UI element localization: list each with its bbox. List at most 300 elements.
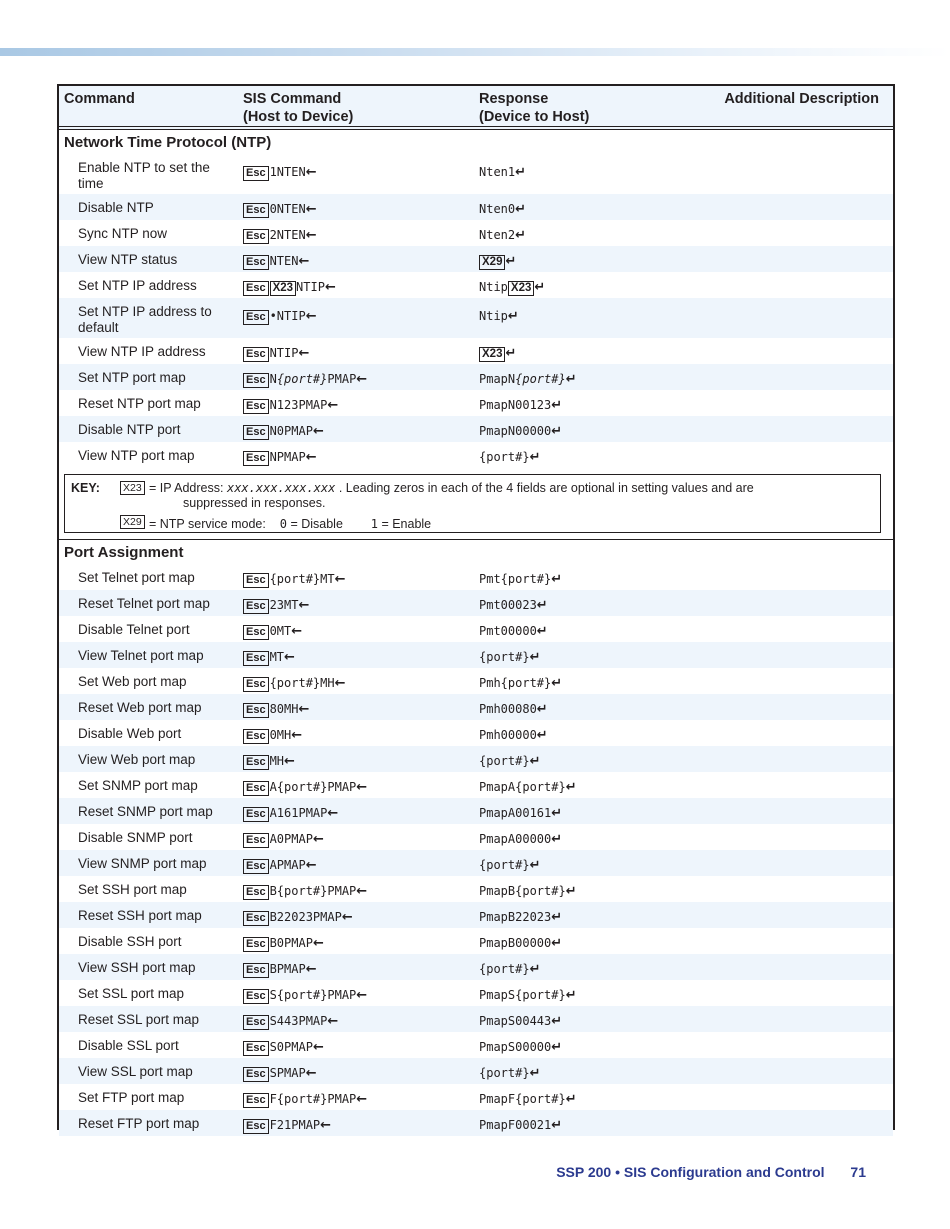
sis-prefix: N	[269, 372, 277, 386]
section-title-port: Port Assignment	[64, 544, 184, 561]
sis-text: S0PMAP	[269, 1040, 313, 1054]
sis-text: 23MT	[269, 598, 299, 612]
page-footer	[556, 1164, 866, 1180]
return-icon: ↵	[565, 884, 577, 899]
response	[479, 909, 562, 926]
sis-text: NTEN	[269, 254, 299, 268]
esc-key-icon: Esc	[243, 807, 269, 822]
table-row	[59, 364, 893, 390]
esc-key-icon: Esc	[243, 859, 269, 874]
table-row	[59, 442, 893, 468]
sis-command	[243, 345, 309, 362]
left-arrow-icon: ←	[284, 754, 295, 769]
header-command: Command	[64, 91, 135, 107]
left-arrow-icon: ←	[324, 280, 336, 295]
table-header	[59, 86, 893, 130]
response	[479, 701, 548, 718]
table-row	[59, 876, 893, 902]
esc-key-icon: Esc	[243, 625, 269, 640]
table-row	[59, 980, 893, 1006]
header-additional-description: Additional Description	[724, 91, 879, 107]
sis-text: F21PMAP	[269, 1118, 321, 1132]
return-icon: ↵	[529, 1066, 541, 1081]
left-arrow-icon: ←	[305, 165, 317, 180]
left-arrow-icon: ←	[312, 1040, 324, 1055]
header-gradient-bar	[0, 48, 950, 56]
command-label: Disable SNMP port	[78, 830, 193, 845]
response-text: PmapS00443	[479, 1014, 552, 1028]
sis-command	[243, 201, 317, 218]
response-text: {port#}	[479, 450, 530, 464]
return-icon: ↵	[529, 754, 541, 769]
table-row	[59, 694, 893, 720]
variable-box: X23	[479, 347, 505, 362]
sis-command	[243, 935, 324, 952]
table-row	[59, 1084, 893, 1110]
table-row	[59, 1058, 893, 1084]
response-text: Pmt00000	[479, 624, 537, 638]
left-arrow-icon: ←	[356, 1092, 368, 1107]
table-row	[59, 338, 893, 364]
response	[479, 727, 548, 744]
table-row	[59, 1032, 893, 1058]
sis-command	[243, 227, 317, 244]
table-row	[59, 416, 893, 442]
esc-key-icon: Esc	[243, 963, 269, 978]
left-arrow-icon: ←	[298, 254, 310, 269]
esc-key-icon: Esc	[243, 729, 269, 744]
return-icon: ↵	[551, 398, 563, 413]
command-label: Disable SSL port	[78, 1038, 179, 1053]
command-label: View SNMP port map	[78, 856, 207, 871]
response	[479, 935, 562, 952]
table-row	[59, 954, 893, 980]
sis-command	[243, 779, 367, 796]
sis-text: {port#}MH	[269, 676, 335, 690]
esc-key-icon: Esc	[243, 1015, 269, 1030]
response-text: {port#}	[479, 754, 530, 768]
key-x29-text: = NTP service mode:	[149, 517, 266, 531]
esc-key-icon: Esc	[243, 911, 269, 926]
command-label: View Telnet port map	[78, 648, 204, 663]
left-arrow-icon: ←	[341, 910, 353, 925]
sis-text: SPMAP	[269, 1066, 306, 1080]
command-label: View NTP status	[78, 252, 178, 267]
response-text: Pmt{port#}	[479, 572, 552, 586]
response	[479, 675, 562, 692]
left-arrow-icon: ←	[305, 228, 317, 243]
return-icon: ↵	[515, 202, 527, 217]
command-label: Set Telnet port map	[78, 570, 195, 585]
left-arrow-icon: ←	[291, 728, 303, 743]
left-arrow-icon: ←	[305, 1066, 317, 1081]
esc-key-icon: Esc	[243, 1093, 269, 1108]
command-label: Enable NTP to set the time	[78, 160, 210, 191]
sis-command	[243, 909, 353, 926]
sis-command	[243, 597, 309, 614]
response-text: {port#}	[479, 1066, 530, 1080]
return-icon: ↵	[551, 1040, 563, 1055]
return-icon: ↵	[551, 424, 563, 439]
table-row	[59, 390, 893, 416]
esc-key-icon: Esc	[243, 677, 269, 692]
response-text: PmapA00000	[479, 832, 552, 846]
esc-key-icon: Esc	[243, 451, 269, 466]
left-arrow-icon: ←	[312, 424, 324, 439]
response-text: PmapB{port#}	[479, 884, 566, 898]
sis-text: A161PMAP	[269, 806, 328, 820]
command-label: Disable NTP port	[78, 422, 181, 437]
response	[479, 1039, 562, 1056]
table-row	[59, 668, 893, 694]
esc-key-icon: Esc	[243, 373, 269, 388]
return-icon: ↵	[529, 450, 541, 465]
sis-text: B22023PMAP	[269, 910, 342, 924]
return-icon: ↵	[565, 988, 577, 1003]
esc-key-icon: Esc	[243, 781, 269, 796]
sis-text: B{port#}PMAP	[269, 884, 357, 898]
key-x23-box: X23	[120, 481, 145, 495]
left-arrow-icon: ←	[320, 1118, 332, 1133]
response-text: {port#}	[479, 962, 530, 976]
sis-text: NPMAP	[269, 450, 306, 464]
response-text: Pmh00080	[479, 702, 537, 716]
esc-key-icon: Esc	[243, 255, 269, 270]
response-text: PmapS00000	[479, 1040, 552, 1054]
table-row	[59, 1110, 893, 1136]
return-icon: ↵	[565, 780, 577, 795]
table-row	[59, 746, 893, 772]
response-text: Pmh{port#}	[479, 676, 552, 690]
response	[479, 345, 516, 362]
return-icon: ↵	[565, 372, 577, 387]
response	[479, 1065, 540, 1082]
return-icon: ↵	[507, 309, 519, 324]
response	[479, 1013, 562, 1030]
key-label: KEY:	[71, 481, 100, 495]
response	[479, 164, 526, 181]
command-label: View SSH port map	[78, 960, 196, 975]
response	[479, 649, 540, 666]
header-sis-line1: SIS Command	[243, 91, 342, 107]
sis-command-table	[57, 84, 895, 1133]
key-x23-text: = IP Address:	[149, 481, 224, 495]
sis-text: B0PMAP	[269, 936, 313, 950]
key-x29-v1: 1	[370, 517, 378, 531]
sis-text: {port#}MT	[269, 572, 335, 586]
esc-key-icon: Esc	[243, 937, 269, 952]
sis-text: NTIP	[296, 280, 325, 294]
sis-command	[243, 164, 317, 181]
esc-key-icon: Esc	[243, 833, 269, 848]
command-label: Reset FTP port map	[78, 1116, 200, 1131]
sis-text: MT	[269, 650, 285, 664]
table-row	[59, 246, 893, 272]
return-icon: ↵	[551, 676, 563, 691]
response	[479, 1091, 577, 1108]
sis-command	[243, 675, 346, 692]
response-text: {port#}	[479, 858, 530, 872]
response	[479, 779, 577, 796]
esc-key-icon: Esc	[243, 310, 269, 325]
header-response-line2: (Device to Host)	[479, 109, 590, 125]
left-arrow-icon: ←	[334, 676, 346, 691]
response	[479, 423, 562, 440]
left-arrow-icon: ←	[305, 858, 317, 873]
sis-command	[243, 961, 317, 978]
response-text: Pmh00000	[479, 728, 537, 742]
left-arrow-icon: ←	[284, 650, 295, 665]
table-row	[59, 298, 893, 338]
left-arrow-icon: ←	[298, 598, 310, 613]
esc-key-icon: Esc	[243, 885, 269, 900]
sis-text: PMAP	[327, 372, 357, 386]
sis-text: MH	[269, 754, 285, 768]
response	[479, 883, 577, 900]
table-row	[59, 720, 893, 746]
command-label: Set SSH port map	[78, 882, 187, 897]
key-x23-line	[149, 481, 754, 495]
response-text: PmapN00000	[479, 424, 552, 438]
response	[479, 308, 519, 325]
command-label: Set NTP IP address	[78, 278, 197, 293]
left-arrow-icon: ←	[312, 936, 324, 951]
table-row	[59, 616, 893, 642]
esc-key-icon: Esc	[243, 203, 269, 218]
sis-text: 1NTEN	[269, 165, 306, 179]
table-row	[59, 272, 893, 298]
header-sis-command	[243, 90, 353, 126]
left-arrow-icon: ←	[327, 398, 339, 413]
sis-text: 0MH	[269, 728, 292, 742]
esc-key-icon: Esc	[243, 703, 269, 718]
table-row	[59, 928, 893, 954]
table-row	[59, 772, 893, 798]
table-row	[59, 564, 893, 590]
command-label: Reset Web port map	[78, 700, 202, 715]
return-icon: ↵	[534, 280, 546, 295]
sis-command	[243, 279, 336, 296]
response	[479, 597, 548, 614]
return-icon: ↵	[536, 702, 548, 717]
key-x29-v0-text: = Disable	[290, 517, 343, 531]
left-arrow-icon: ←	[327, 806, 339, 821]
response	[479, 201, 526, 218]
key-x23-value: xxx.xxx.xxx.xxx	[226, 481, 336, 495]
command-label: Set SSL port map	[78, 986, 185, 1001]
sis-command	[243, 449, 317, 466]
response-text: Nten0	[479, 202, 516, 216]
sis-command	[243, 1039, 324, 1056]
esc-key-icon: Esc	[243, 1067, 269, 1082]
left-arrow-icon: ←	[305, 962, 317, 977]
sis-command	[243, 1117, 331, 1134]
left-arrow-icon: ←	[356, 780, 368, 795]
return-icon: ↵	[551, 572, 563, 587]
command-label: Set FTP port map	[78, 1090, 185, 1105]
table-row	[59, 194, 893, 220]
key-x29-v1-text: = Enable	[381, 517, 432, 531]
return-icon: ↵	[551, 806, 563, 821]
command-label: Disable Telnet port	[78, 622, 190, 637]
sis-command	[243, 397, 338, 414]
command-label: View SSL port map	[78, 1064, 193, 1079]
sis-command	[243, 423, 324, 440]
left-arrow-icon: ←	[298, 702, 310, 717]
return-icon: ↵	[551, 936, 563, 951]
return-icon: ↵	[515, 165, 527, 180]
return-icon: ↵	[551, 910, 563, 925]
table-row	[59, 220, 893, 246]
key-section	[59, 474, 893, 540]
response-text: Ntip	[479, 280, 508, 294]
sis-command	[243, 571, 346, 588]
sis-command	[243, 1065, 317, 1082]
sis-text: F{port#}PMAP	[269, 1092, 357, 1106]
sis-text: A{port#}PMAP	[269, 780, 357, 794]
return-icon: ↵	[551, 1014, 563, 1029]
sis-command	[243, 987, 367, 1004]
header-response-line1: Response	[479, 91, 549, 107]
variable-box: X23	[508, 281, 534, 296]
esc-key-icon: Esc	[243, 347, 269, 362]
key-x23-desc: . Leading zeros in each of the 4 fields are optional in setting values and are	[338, 481, 754, 495]
response-text: Nten2	[479, 228, 516, 242]
sis-command	[243, 1013, 338, 1030]
command-label: Reset SSH port map	[78, 908, 202, 923]
sis-text: N123PMAP	[269, 398, 328, 412]
footer-title: SSP 200 • SIS Configuration and Control	[556, 1164, 825, 1180]
command-label: Disable SSH port	[78, 934, 182, 949]
command-label: Set NTP IP address to default	[78, 304, 212, 335]
table-row	[59, 642, 893, 668]
return-icon: ↵	[536, 624, 548, 639]
key-x29-v0: 0	[279, 517, 287, 531]
esc-key-icon: Esc	[243, 166, 269, 181]
sis-text: A0PMAP	[269, 832, 313, 846]
response-text: PmapF{port#}	[479, 1092, 566, 1106]
header-response	[479, 90, 589, 126]
left-arrow-icon: ←	[298, 346, 310, 361]
return-icon: ↵	[515, 228, 527, 243]
response	[479, 1117, 562, 1134]
return-icon: ↵	[551, 1118, 563, 1133]
esc-key-icon: Esc	[243, 651, 269, 666]
section-title-ntp: Network Time Protocol (NTP)	[64, 134, 272, 151]
response-text: PmapB22023	[479, 910, 552, 924]
response-text: Nten1	[479, 165, 516, 179]
key-box	[64, 474, 881, 533]
response	[479, 753, 540, 770]
sis-text: NTIP	[269, 346, 299, 360]
command-label: Set Web port map	[78, 674, 187, 689]
response	[479, 857, 540, 874]
response-text: Ntip	[479, 309, 508, 323]
command-label: Reset Telnet port map	[78, 596, 210, 611]
sis-command	[243, 831, 324, 848]
sis-command	[243, 371, 367, 388]
sis-command	[243, 649, 295, 666]
response	[479, 987, 577, 1004]
left-arrow-icon: ←	[327, 1014, 339, 1029]
esc-key-icon: Esc	[243, 573, 269, 588]
table-row	[59, 154, 893, 194]
command-label: Disable Web port	[78, 726, 182, 741]
table-row	[59, 824, 893, 850]
response	[479, 831, 562, 848]
response-text: PmapS{port#}	[479, 988, 566, 1002]
esc-key-icon: Esc	[243, 989, 269, 1004]
sis-variable: {port#}	[276, 372, 328, 386]
esc-key-icon: Esc	[243, 755, 269, 770]
esc-key-icon: Esc	[243, 1041, 269, 1056]
response-text: PmapB00000	[479, 936, 552, 950]
response-text: {port#}	[479, 650, 530, 664]
response-text: Pmt00023	[479, 598, 537, 612]
esc-key-icon: Esc	[243, 281, 269, 296]
response	[479, 961, 540, 978]
response-text: PmapN	[479, 372, 516, 386]
sis-text: S443PMAP	[269, 1014, 328, 1028]
sis-command	[243, 623, 302, 640]
return-icon: ↵	[529, 858, 541, 873]
return-icon: ↵	[551, 832, 563, 847]
command-label: View NTP IP address	[78, 344, 206, 359]
command-label: View NTP port map	[78, 448, 195, 463]
sis-command	[243, 805, 338, 822]
sis-command	[243, 857, 317, 874]
table-row	[59, 850, 893, 876]
response-text: PmapN00123	[479, 398, 552, 412]
response	[479, 253, 516, 270]
key-x29-line	[149, 517, 431, 531]
response	[479, 449, 540, 466]
command-label: Set NTP port map	[78, 370, 186, 385]
sis-command	[243, 727, 302, 744]
header-sis-line2: (Host to Device)	[243, 109, 354, 125]
left-arrow-icon: ←	[305, 202, 317, 217]
sis-text: 2NTEN	[269, 228, 306, 242]
left-arrow-icon: ←	[312, 832, 324, 847]
sis-text: N0PMAP	[269, 424, 313, 438]
sis-text: APMAP	[269, 858, 306, 872]
sis-command	[243, 1091, 367, 1108]
response-text: PmapF00021	[479, 1118, 552, 1132]
command-label: Disable NTP	[78, 200, 154, 215]
table-row	[59, 902, 893, 928]
return-icon: ↵	[529, 650, 541, 665]
return-icon: ↵	[505, 254, 517, 269]
return-icon: ↵	[536, 598, 548, 613]
return-icon: ↵	[536, 728, 548, 743]
variable-box: X23	[270, 281, 296, 296]
sis-text: •NTIP	[269, 309, 306, 323]
left-arrow-icon: ←	[356, 372, 368, 387]
ntp-rows	[59, 154, 893, 468]
response	[479, 397, 562, 414]
sis-text: 80MH	[269, 702, 299, 716]
left-arrow-icon: ←	[291, 624, 303, 639]
esc-key-icon: Esc	[243, 599, 269, 614]
sis-text: 0MT	[269, 624, 292, 638]
command-label: Reset SSL port map	[78, 1012, 200, 1027]
response-text: PmapA00161	[479, 806, 552, 820]
page-number: 71	[850, 1164, 866, 1180]
esc-key-icon: Esc	[243, 1119, 269, 1134]
response-text: PmapA{port#}	[479, 780, 566, 794]
sis-text: S{port#}PMAP	[269, 988, 357, 1002]
port-rows	[59, 564, 893, 1136]
